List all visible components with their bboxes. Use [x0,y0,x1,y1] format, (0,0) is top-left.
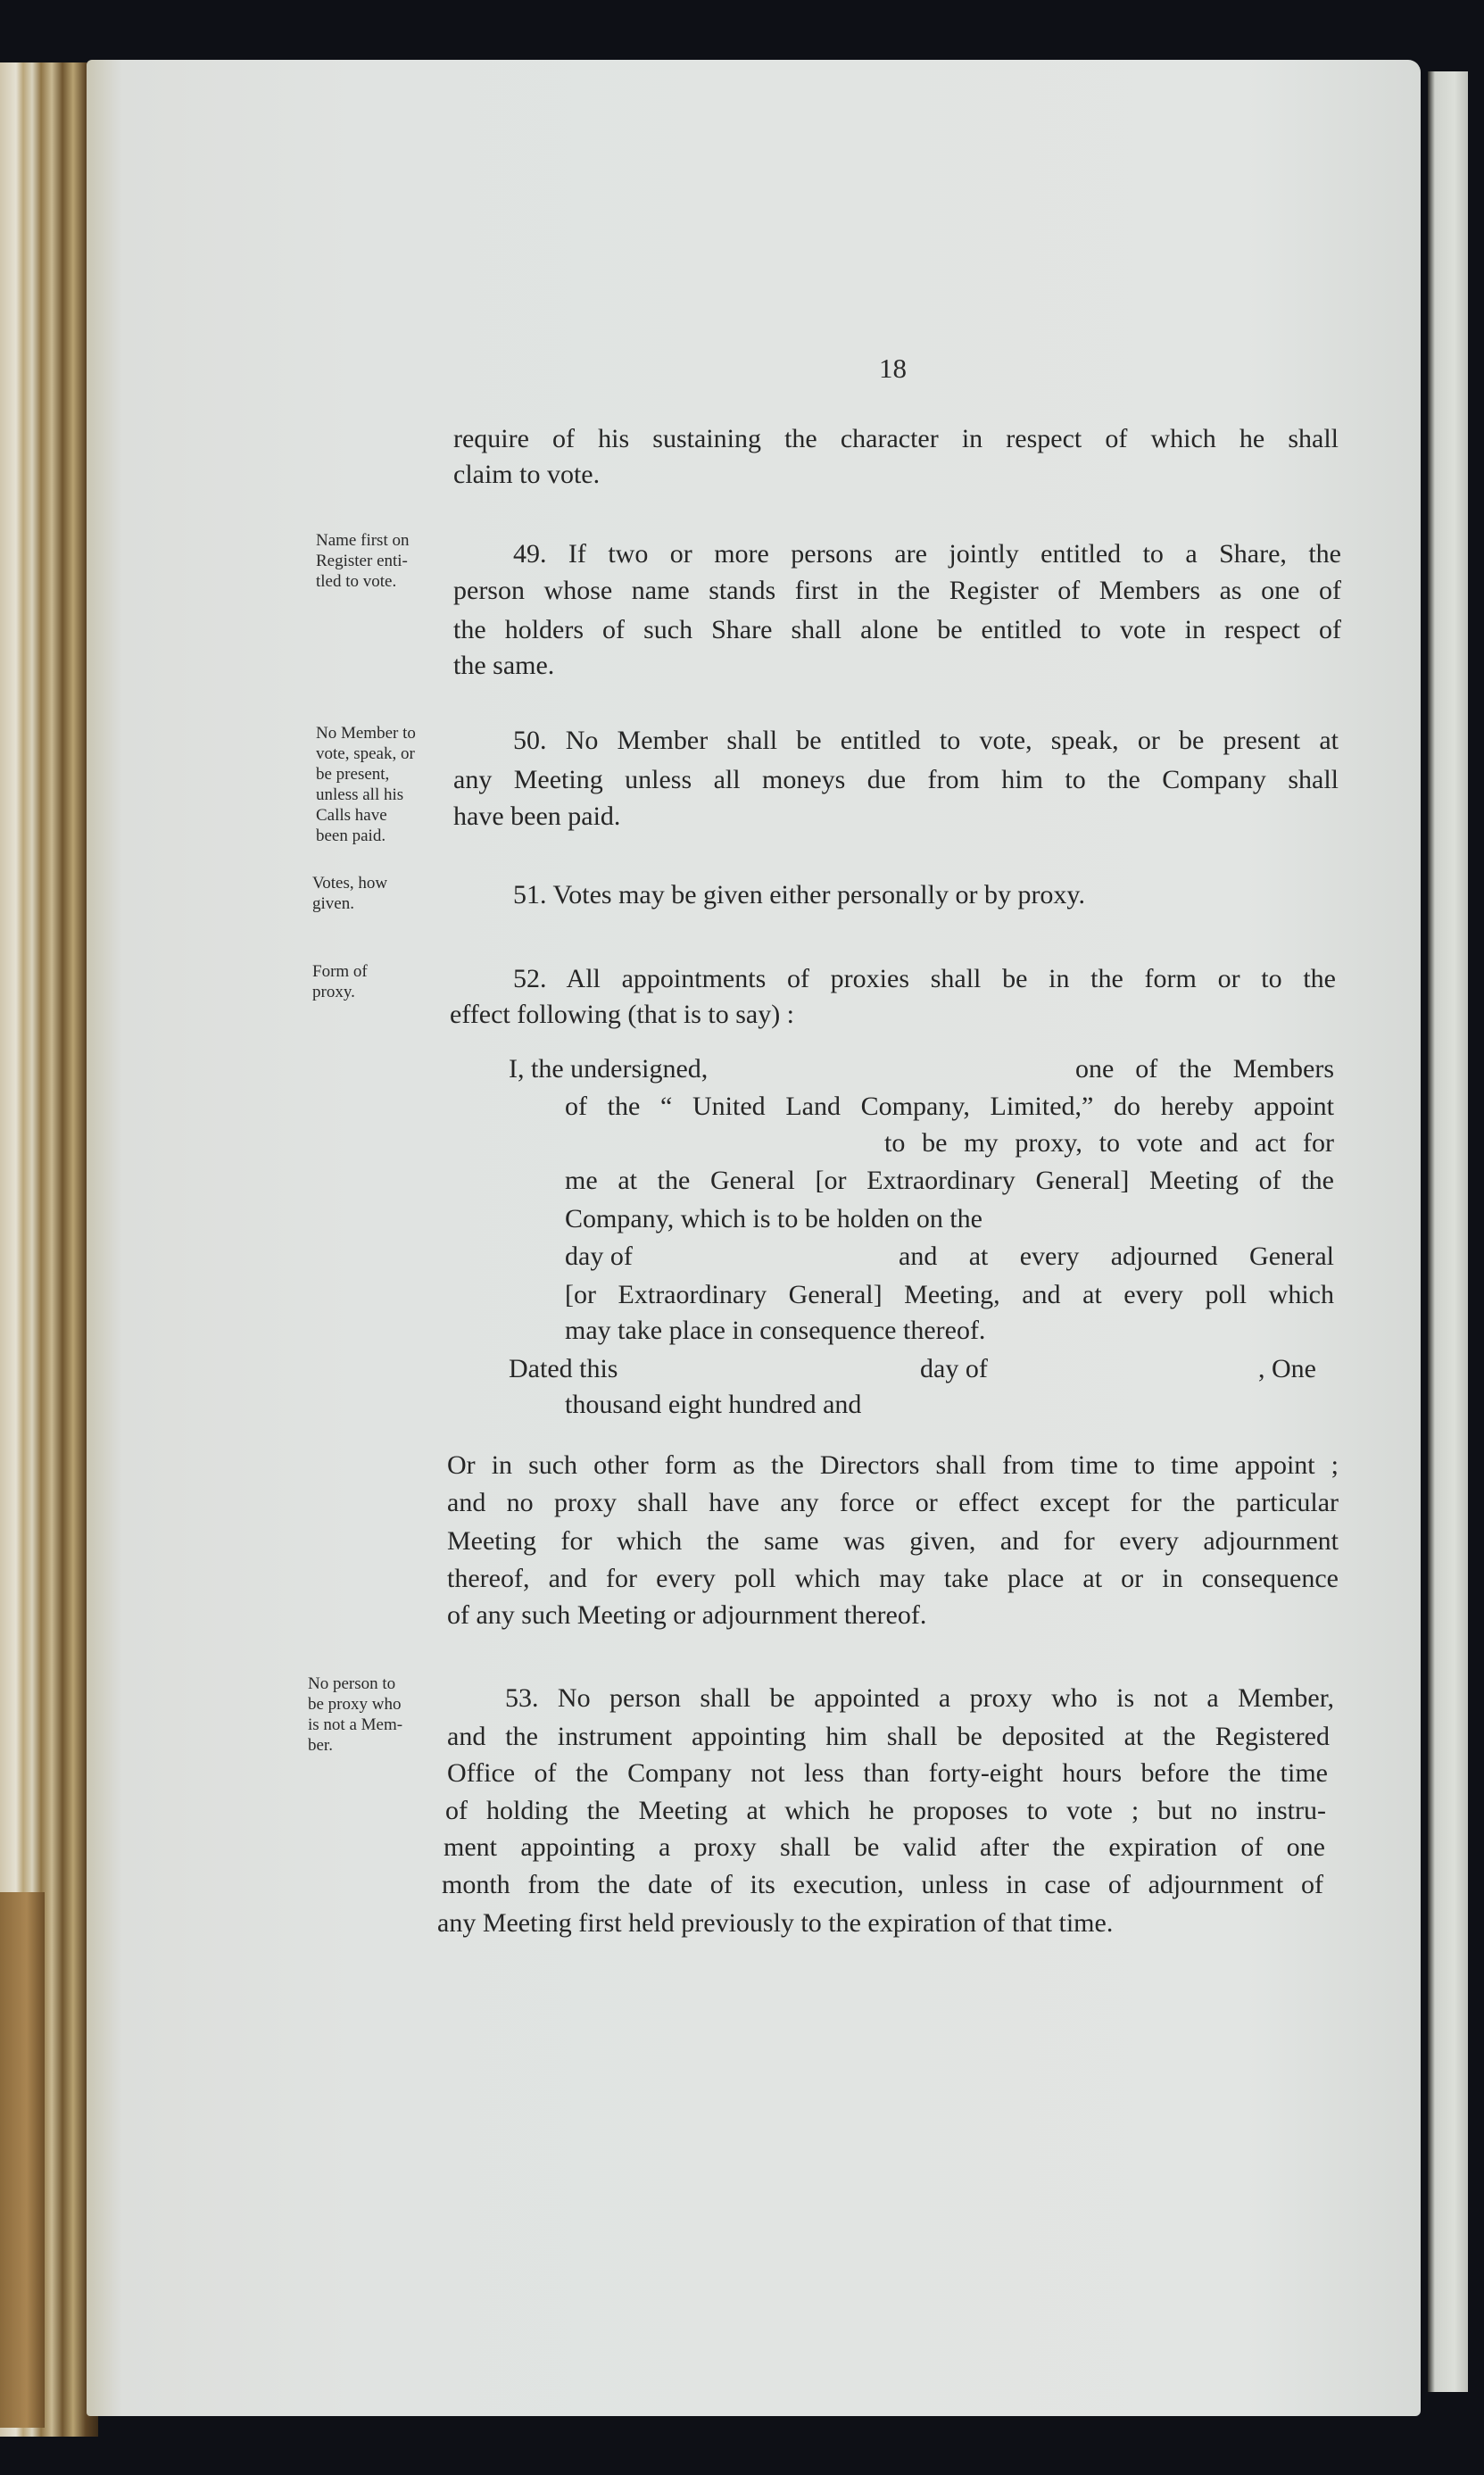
section-52-line: effect following (that is to say) : [450,1000,795,1029]
section-53-line: Office of the Company not less than forty-eight hours before the time [447,1758,1328,1788]
form-line: I, the undersigned, [509,1054,709,1084]
form-line: thousand eight hundred and [565,1390,862,1419]
form-line: of the “ United Land Company, Limited,” do hereby appoint [565,1092,1334,1121]
section-49-line: the holders of such Share shall alone be entitled to vote in respect of [453,615,1341,644]
page-number: 18 [879,353,907,384]
form-line: and at every adjourned General [899,1242,1334,1271]
section-53-line: 53. No person shall be appointed a proxy who is not a Member, [505,1683,1334,1713]
section-52-line: 52. All appointments of proxies shall be in the form or to the [513,964,1336,993]
margin-note-line: Form of [312,962,368,981]
section-52-after-line: of any such Meeting or adjournment thereof. [447,1600,927,1630]
margin-note-line: be proxy who [308,1695,402,1714]
margin-note-line: is not a Mem- [308,1715,403,1734]
margin-note-line: been paid. [316,826,386,845]
margin-note-line: unless all his [316,785,404,804]
form-line: me at the General [or Extraordinary General] Meeting of the [565,1166,1334,1195]
margin-note-line: Calls have [316,806,387,825]
margin-note-line: proxy. [312,983,355,1001]
section-53-line: and the instrument appointing him shall be deposited at the Registered [447,1722,1330,1751]
margin-note-line: ber. [308,1736,333,1755]
section-52-after-line: thereof, and for every poll which may take place at or in consequence [447,1564,1339,1593]
body-line: require of his sustaining the character in respect of which he shall [453,424,1339,453]
form-line: day of [920,1354,988,1383]
margin-note-line: Register enti- [316,552,408,570]
margin-note-line: vote, speak, or [316,744,415,763]
section-50-line: any Meeting unless all moneys due from him to the Company shall [453,765,1339,794]
section-53-line: ment appointing a proxy shall be valid after the expiration of one [444,1832,1325,1862]
section-53-line: any Meeting first held previously to the expiration of that time. [437,1908,1114,1938]
body-line: claim to vote. [453,460,601,489]
section-49-line: 49. If two or more persons are jointly entitled to a Share, the [513,539,1341,569]
form-line: Dated this [509,1354,618,1383]
margin-note-line: No Member to [316,724,416,743]
section-52-after-line: Meeting for which the same was given, and for every adjournment [447,1526,1339,1556]
form-line: one of the Members [1075,1054,1334,1084]
form-line: [or Extraordinary General] Meeting, and at every poll which [565,1280,1334,1309]
section-51-line: 51. Votes may be given either personally or by proxy. [513,880,1085,909]
section-52-after-line: Or in such other form as the Directors shall from time to time appoint ; [447,1450,1339,1480]
margin-note-line: Votes, how [312,874,388,893]
section-52-after-line: and no proxy shall have any force or effect except for the particular [447,1488,1339,1517]
margin-note-line: Name first on [316,531,410,550]
form-line: day of [565,1242,633,1271]
book-page [87,60,1421,2416]
margin-note-line: tled to vote. [316,572,397,591]
margin-note-line: No person to [308,1674,396,1693]
section-50-line: have been paid. [453,801,621,831]
book-edge-shadow [0,1892,45,2428]
section-53-line: of holding the Meeting at which he proposes to vote ; but no instru- [445,1796,1326,1825]
section-53-line: month from the date of its execution, unless in case of adjournment of [442,1870,1323,1899]
section-49-line: the same. [453,651,555,680]
margin-note-line: be present, [316,765,390,784]
form-line: , One [1258,1354,1316,1383]
section-50-line: 50. No Member shall be entitled to vote, speak, or be present at [513,726,1339,755]
form-line: to be my proxy, to vote and act for [884,1128,1334,1158]
margin-note-line: given. [312,894,354,913]
form-line: Company, which is to be holden on the [565,1204,982,1233]
form-line: may take place in consequence thereof. [565,1316,986,1345]
section-49-line: person whose name stands first in the Register of Members as one of [453,576,1341,605]
next-page-edge [1428,71,1468,2392]
